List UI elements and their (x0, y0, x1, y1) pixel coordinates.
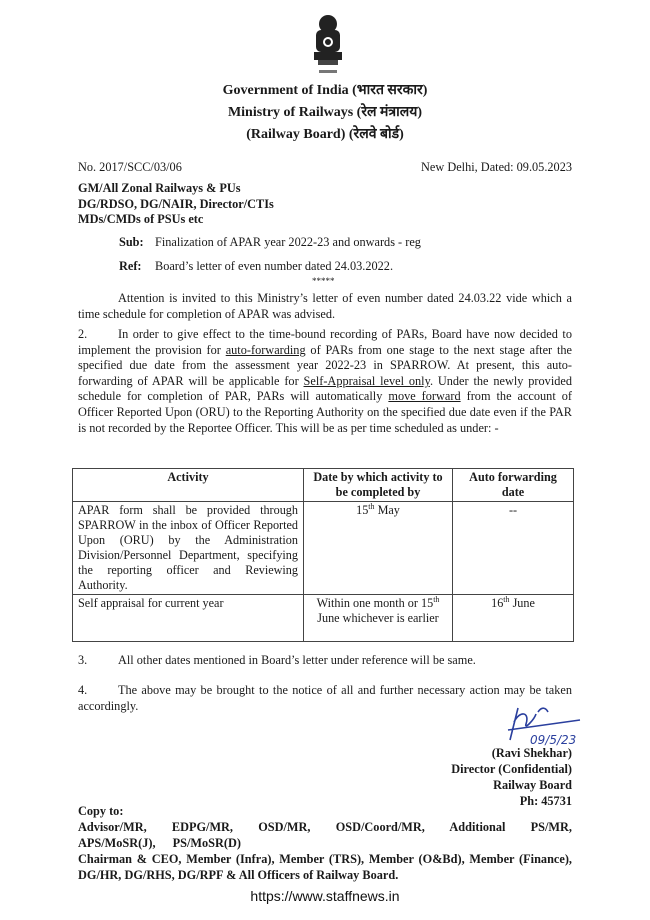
copy-to-label: Copy to: (78, 804, 124, 818)
signature-block (451, 745, 572, 809)
date-month: June whichever is earlier (317, 611, 439, 625)
table-header-row (73, 469, 574, 502)
national-emblem-icon (303, 12, 353, 80)
subject-label: Sub: (119, 235, 144, 249)
paragraph-number: 2. (78, 327, 88, 341)
copy-to-line: Chairman & CEO, Member (Infra), Member (TRS), Member (O&Bd), Member (Finance), DG/HR, DG/RHS, DG/RPF & All Officers of Railway Board. (78, 852, 572, 882)
emphasis: move forward (388, 389, 461, 404)
copy-to-line: Advisor/MR, EDPG/MR, OSD/MR, OSD/Coord/MR, Additional PS/MR, APS/MoSR(J), PS/MoSR(D) (78, 820, 572, 850)
paragraph-text: of PARs from one stage to the next stage after the specified due date from the assessment year 2022-23 in SPARROW. At present, this auto-forwarding of APAR will be applicable for (78, 342, 572, 388)
paragraph-4 (78, 683, 572, 714)
header-government: Government of India (भारत सरकार) (222, 83, 428, 98)
schedule-table (72, 468, 574, 642)
date-suffix: th (368, 501, 375, 511)
paragraph-text: All other dates mentioned in Board’s letter under reference will be same. (118, 653, 476, 667)
paragraph-text: The above may be brought to the notice of all and further necessary action may be taken accordingly. (78, 683, 572, 713)
table-row (73, 502, 574, 595)
date-day: 15 (421, 596, 434, 610)
svg-text:09/5/23: 09/5/23 (530, 733, 577, 747)
signatory-office: Railway Board (493, 778, 572, 792)
paragraph-text: In order to give effect to the time-bound recording of PARs, Board have now decided to implement the provision for (78, 327, 572, 357)
signatory-name: (Ravi Shekhar) (491, 746, 572, 760)
column-header: Auto forwarding date (453, 469, 574, 502)
reference-text: Board’s letter of even number dated 24.03.2022. (155, 259, 394, 273)
paragraph-text: from the account of Officer Reported Upon (ORU) to the Reporting Authority on the specified due date even if the PAR is not recorded by the Reportee Officer. This will be as per time scheduled as under: - (78, 389, 572, 435)
table-row (73, 595, 574, 642)
column-header: Date by which activity to be completed by (304, 469, 453, 502)
addressee: MDs/CMDs of PSUs etc (78, 212, 204, 227)
paragraph-text: . Under the newly provided schedule for completion of PAR, PARs will automatically (78, 373, 572, 404)
addressee: GM/All Zonal Railways & PUs (78, 181, 241, 195)
date-month: May (374, 503, 400, 517)
due-date-cell (304, 595, 453, 642)
emphasis: auto-forwarding (225, 342, 306, 357)
addressees (78, 181, 274, 228)
date-day: 15 (356, 503, 369, 517)
paragraph-1: Attention is invited to this Ministry’s letter of even number dated 24.03.22 vide which a time schedule for completion of APAR was advised. (78, 291, 572, 321)
auto-forward-cell: -- (453, 502, 574, 595)
due-date-cell (304, 502, 453, 595)
auto-forward-cell (453, 595, 574, 642)
place-date: New Delhi, Dated: 09.05.2023 (421, 160, 572, 174)
reference-label: Ref: (119, 259, 142, 273)
footer-url[interactable]: https://www.staffnews.in (250, 888, 400, 904)
header-ministry: Ministry of Railways (रेल मंत्रालय) (227, 105, 423, 120)
signatory-phone: Ph: 45731 (519, 794, 572, 808)
signatory-designation: Director (Confidential) (451, 762, 572, 776)
paragraph-2 (78, 327, 572, 436)
date-month: June (509, 596, 535, 610)
paragraph-3 (78, 653, 572, 669)
addressee: DG/RDSO, DG/NAIR, Director/CTIs (78, 196, 274, 211)
paragraph-number: 3. (78, 653, 88, 667)
subject-text: Finalization of APAR year 2022-23 and onwards - reg (155, 235, 421, 249)
header-board: (Railway Board) (रेलवे बोर्ड) (246, 127, 404, 142)
copy-to-block (78, 803, 572, 883)
date-suffix: th (433, 594, 440, 604)
separator-stars: ***** (312, 276, 335, 286)
activity-cell: Self appraisal for current year (73, 595, 304, 642)
reference (119, 259, 393, 275)
emphasis: Self-Appraisal level only (303, 373, 430, 388)
reference-number: No. 2017/SCC/03/06 (78, 160, 182, 174)
date-suffix: th (503, 594, 510, 604)
date-prefix: Within one month or (316, 596, 422, 610)
activity-cell: APAR form shall be provided through SPARROW in the inbox of Officer Reported Upon (ORU) by the Administration Division/Personnel Department, specifying the reporting officer and Reviewing Authority. (73, 502, 304, 595)
date-day: 16 (491, 596, 504, 610)
column-header: Activity (73, 469, 304, 502)
paragraph-number: 4. (78, 683, 88, 697)
subject (119, 235, 421, 251)
